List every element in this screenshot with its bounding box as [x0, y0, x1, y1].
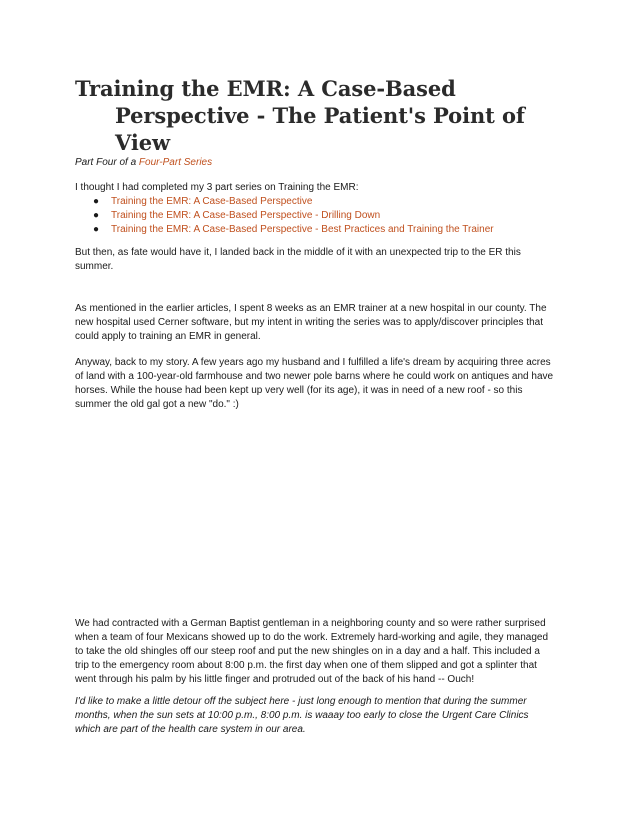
paragraph-fate: But then, as fate would have it, I landed back in the middle of it with an unexpected trip to the ER this summer. [75, 247, 521, 272]
list-item[interactable] [93, 223, 555, 237]
subtitle-prefix: Part Four of a [75, 157, 139, 168]
list-item[interactable] [93, 209, 555, 223]
paragraph-anyway: Anyway, back to my story. A few years ago my husband and I fulfilled a life's dream by acquiring three acres of land with a 100-year-old farmhouse and two newer pole barns where he could work on antiques and have horses. While the house had been kept up very well (for its age), it was in need of a new roof - so this summer the old gal got a new "do." :) [75, 357, 554, 410]
series-link-1[interactable]: Training the EMR: A Case-Based Perspective [111, 196, 313, 207]
series-link-3[interactable]: Training the EMR: A Case-Based Perspective - Best Practices and Training the Trainer [111, 224, 494, 235]
article-title: Training the EMR: A Case-Based Perspective - The Patient's Point of View [75, 76, 525, 155]
bullet-icon: ● [93, 224, 100, 235]
paragraph-detour: I'd like to make a little detour off the subject here - just long enough to mention that during the summer months, when the sun sets at 10:00 p.m., 8:00 p.m. is waaay too early to close the Urgent Care Clinics which are part of the health care system in our area. [75, 696, 529, 735]
series-link-2[interactable]: Training the EMR: A Case-Based Perspective - Drilling Down [111, 210, 381, 221]
series-subtitle [75, 156, 555, 169]
article [75, 75, 555, 737]
list-item[interactable] [93, 195, 555, 209]
paragraph-contracted: We had contracted with a German Baptist gentleman in a neighboring county and so were rather surprised when a team of four Mexicans showed up to do the work. Extremely hard-working and agile, they managed to take the old shingles off our steep roof and put the new shingles on in a day and a half. This included a trip to the emergency room about 8:00 p.m. the first day when one of them slipped and got a splinter that went through his palm by his little finger and protruded out of the back of his hand -- Ouch! [75, 618, 549, 685]
four-part-series-link[interactable]: Four-Part Series [138, 157, 213, 168]
bullet-icon: ● [93, 196, 100, 207]
intro-paragraph: I thought I had completed my 3 part series on Training the EMR: [75, 182, 359, 193]
series-link-list [75, 195, 555, 237]
blank-image-area [75, 412, 555, 617]
paragraph-mentioned: As mentioned in the earlier articles, I spent 8 weeks as an EMR trainer at a new hospital in our county. The new hospital used Cerner software, but my intent in writing the series was to apply/discover principles that could apply to training an EMR in general. [75, 303, 547, 342]
bullet-icon: ● [93, 210, 100, 221]
